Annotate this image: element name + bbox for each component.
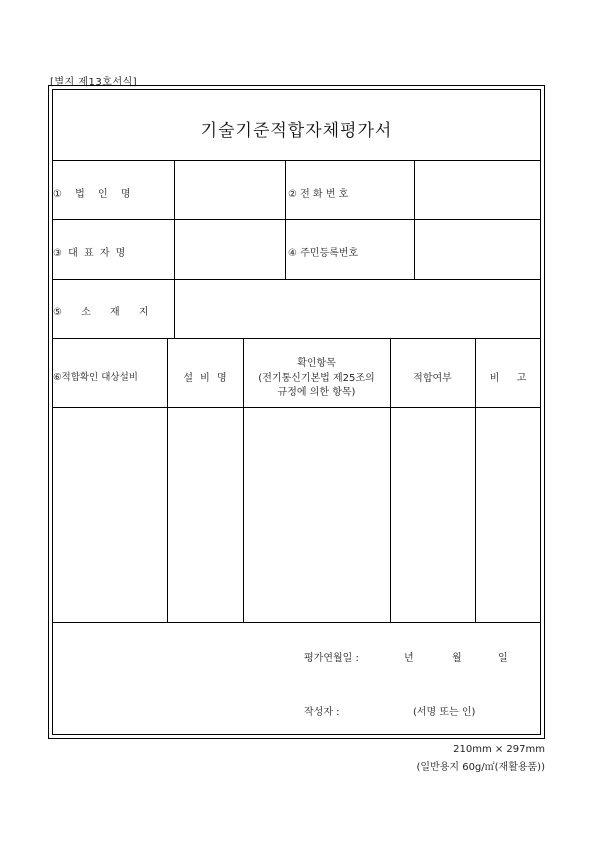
eval-day-label: 일 [498,653,508,664]
header-remarks: 비 고 [489,373,527,384]
header-target-equipment: ⑥적합확인 대상설비 [53,372,138,383]
author-label: 작성자 : [304,707,340,718]
form-title: 기술기준적합자체평가서 [200,121,393,141]
label-resident-no: ④ 주민등록번호 [288,248,359,259]
label-phone: ② 전 화 번 호 [288,189,349,200]
field-resident-no[interactable] [415,220,540,278]
field-representative[interactable] [175,220,284,278]
form-number-caption: [별지 제13호서식] [50,77,138,88]
field-corp-name[interactable] [175,161,284,218]
header-check-items-3: 규정에 의한 항목) [277,387,356,398]
paper-type-note: (일반용지 60g/㎡(재활용품)) [416,762,545,773]
field-phone[interactable] [415,161,540,218]
eval-date-label: 평가연월일 : [304,653,359,664]
row-divider [52,407,541,408]
eval-year-label: 년 [404,653,414,664]
field-address[interactable] [175,280,540,337]
header-check-items-2: (전기통신기본법 제25조의 [258,373,375,384]
row-divider [52,338,541,339]
label-corp-name: ① 법 인 명 [53,189,131,200]
row-divider [52,622,541,623]
header-equipment-name: 설 비 명 [183,373,227,384]
eval-month-label: 월 [452,653,462,664]
sign-hint: (서명 또는 인) [413,707,476,718]
label-representative: ③ 대 표 자 명 [53,248,126,259]
header-check-items-1: 확인항목 [297,358,336,369]
header-compliance: 적합여부 [413,373,452,384]
label-address: ⑤ 소 재 지 [53,307,149,318]
column-divider [285,160,286,279]
paper-size-note: 210mm × 297mm [453,744,545,755]
